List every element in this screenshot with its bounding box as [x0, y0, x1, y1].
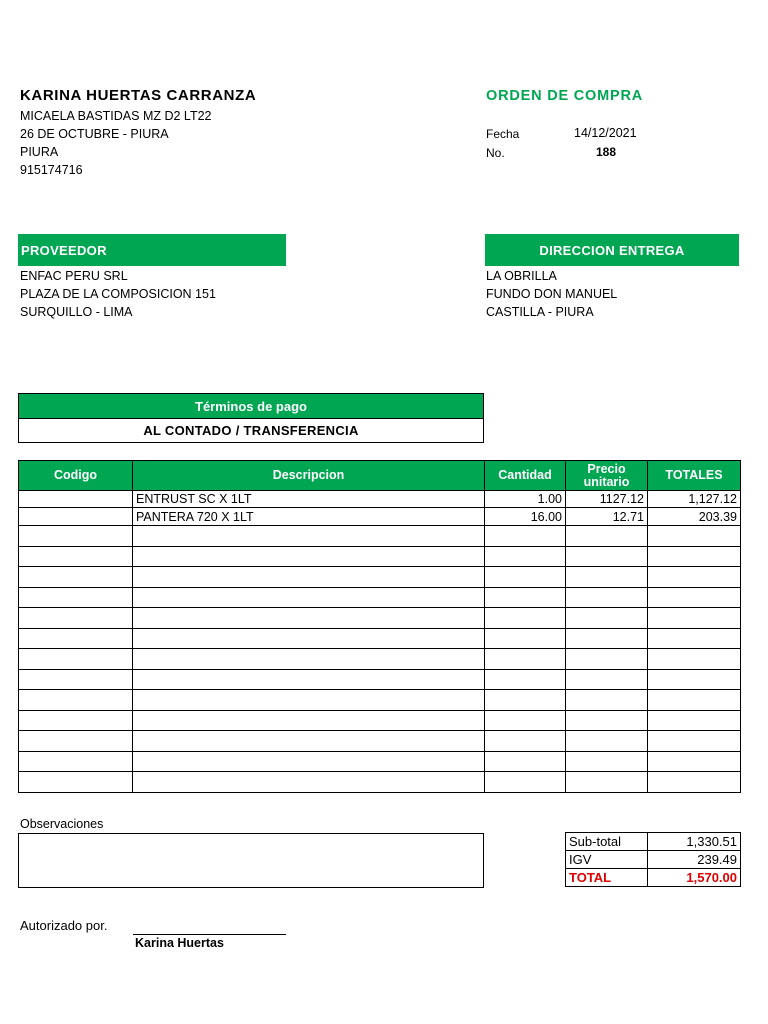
empty-row: [19, 567, 741, 588]
empty-cell: [648, 751, 741, 772]
date-value: 14/12/2021: [574, 126, 637, 140]
empty-cell: [648, 526, 741, 547]
empty-cell: [566, 649, 648, 670]
empty-cell: [133, 690, 485, 711]
empty-cell: [485, 710, 566, 731]
order-number-value: 188: [596, 145, 617, 159]
empty-row: [19, 690, 741, 711]
empty-cell: [133, 608, 485, 629]
table-row: [19, 508, 741, 526]
supplier-name: ENFAC PERU SRL: [20, 269, 128, 283]
header-unit-price: [566, 461, 648, 491]
supplier-header: PROVEEDOR: [18, 234, 286, 266]
payment-terms-box: [18, 393, 484, 443]
empty-cell: [19, 649, 133, 670]
item-description: ENTRUST SC X 1LT: [133, 491, 485, 508]
empty-cell: [19, 751, 133, 772]
empty-row: [19, 751, 741, 772]
table-row: [19, 491, 741, 508]
empty-cell: [19, 669, 133, 690]
company-city: PIURA: [20, 145, 59, 159]
empty-cell: [133, 628, 485, 649]
empty-cell: [133, 587, 485, 608]
subtotal-label: Sub-total: [566, 833, 648, 851]
empty-cell: [566, 546, 648, 567]
company-name: KARINA HUERTAS CARRANZA: [20, 87, 257, 104]
signature-line: [133, 934, 286, 935]
empty-cell: [485, 751, 566, 772]
order-number-label: No.: [486, 146, 505, 160]
item-description: PANTERA 720 X 1LT: [133, 508, 485, 526]
delivery-header: DIRECCION ENTREGA: [485, 234, 739, 266]
empty-cell: [648, 710, 741, 731]
item-total: 203.39: [648, 508, 741, 526]
empty-cell: [648, 628, 741, 649]
empty-cell: [133, 710, 485, 731]
item-code: [19, 491, 133, 508]
header-unit-price-line1: Precio: [587, 461, 626, 476]
totals-table: [565, 832, 741, 887]
empty-cell: [566, 731, 648, 752]
empty-cell: [19, 546, 133, 567]
empty-row: [19, 546, 741, 567]
item-total: 1,127.12: [648, 491, 741, 508]
empty-row: [19, 608, 741, 629]
empty-cell: [485, 526, 566, 547]
empty-cell: [648, 546, 741, 567]
empty-cell: [566, 628, 648, 649]
subtotal-row: [566, 833, 741, 851]
empty-row: [19, 526, 741, 547]
empty-cell: [485, 649, 566, 670]
supplier-address: PLAZA DE LA COMPOSICION 151: [20, 287, 216, 301]
empty-cell: [566, 587, 648, 608]
empty-cell: [648, 587, 741, 608]
delivery-name: LA OBRILLA: [486, 269, 557, 283]
company-phone: 915174716: [20, 163, 83, 177]
empty-cell: [648, 690, 741, 711]
empty-cell: [566, 669, 648, 690]
item-unit-price: 12.71: [566, 508, 648, 526]
empty-cell: [566, 772, 648, 793]
empty-cell: [648, 567, 741, 588]
empty-cell: [19, 690, 133, 711]
empty-cell: [648, 669, 741, 690]
empty-cell: [19, 710, 133, 731]
empty-cell: [485, 608, 566, 629]
empty-cell: [133, 567, 485, 588]
empty-cell: [566, 567, 648, 588]
empty-cell: [485, 628, 566, 649]
empty-cell: [133, 669, 485, 690]
empty-cell: [133, 731, 485, 752]
empty-cell: [485, 546, 566, 567]
empty-cell: [648, 649, 741, 670]
empty-row: [19, 772, 741, 793]
empty-cell: [19, 587, 133, 608]
delivery-district: CASTILLA - PIURA: [486, 305, 594, 319]
company-district: 26 DE OCTUBRE - PIURA: [20, 127, 169, 141]
tax-value: 239.49: [648, 851, 741, 869]
tax-label: IGV: [566, 851, 648, 869]
empty-cell: [566, 526, 648, 547]
empty-row: [19, 710, 741, 731]
empty-cell: [19, 731, 133, 752]
empty-cell: [485, 772, 566, 793]
empty-cell: [566, 690, 648, 711]
item-quantity: 1.00: [485, 491, 566, 508]
empty-cell: [19, 608, 133, 629]
empty-cell: [133, 546, 485, 567]
empty-row: [19, 731, 741, 752]
grand-total-label: TOTAL: [566, 869, 648, 887]
item-unit-price: 1127.12: [566, 491, 648, 508]
company-address: MICAELA BASTIDAS MZ D2 LT22: [20, 109, 212, 123]
header-code: Codigo: [19, 461, 133, 491]
supplier-district: SURQUILLO - LIMA: [20, 305, 133, 319]
delivery-address: FUNDO DON MANUEL: [486, 287, 618, 301]
grand-total-row: [566, 869, 741, 887]
subtotal-value: 1,330.51: [648, 833, 741, 851]
tax-row: [566, 851, 741, 869]
empty-cell: [133, 772, 485, 793]
empty-cell: [648, 608, 741, 629]
item-quantity: 16.00: [485, 508, 566, 526]
document-title: ORDEN DE COMPRA: [486, 88, 644, 104]
empty-row: [19, 669, 741, 690]
items-header-row: [19, 461, 741, 491]
authorized-by-label: Autorizado por.: [20, 918, 108, 933]
payment-terms-value: AL CONTADO / TRANSFERENCIA: [143, 423, 359, 438]
empty-cell: [485, 587, 566, 608]
empty-cell: [485, 567, 566, 588]
empty-cell: [648, 731, 741, 752]
empty-cell: [19, 567, 133, 588]
header-quantity: Cantidad: [485, 461, 566, 491]
header-unit-price-line2: unitario: [583, 474, 630, 489]
empty-cell: [133, 751, 485, 772]
observations-box: [18, 833, 484, 888]
item-code: [19, 508, 133, 526]
payment-terms-header: Términos de pago: [19, 394, 483, 419]
empty-cell: [133, 526, 485, 547]
empty-cell: [485, 690, 566, 711]
grand-total-value: 1,570.00: [648, 869, 741, 887]
empty-cell: [19, 772, 133, 793]
empty-cell: [648, 772, 741, 793]
observations-label: Observaciones: [20, 817, 104, 831]
header-total: TOTALES: [648, 461, 741, 491]
empty-cell: [566, 608, 648, 629]
empty-cell: [485, 731, 566, 752]
empty-cell: [133, 649, 485, 670]
header-description: Descripcion: [133, 461, 485, 491]
empty-cell: [19, 526, 133, 547]
empty-cell: [485, 669, 566, 690]
items-table: [18, 460, 741, 793]
empty-cell: [19, 628, 133, 649]
signer-name: Karina Huertas: [135, 936, 224, 950]
empty-row: [19, 628, 741, 649]
empty-row: [19, 587, 741, 608]
empty-cell: [566, 751, 648, 772]
date-label: Fecha: [486, 127, 520, 141]
empty-cell: [566, 710, 648, 731]
empty-row: [19, 649, 741, 670]
